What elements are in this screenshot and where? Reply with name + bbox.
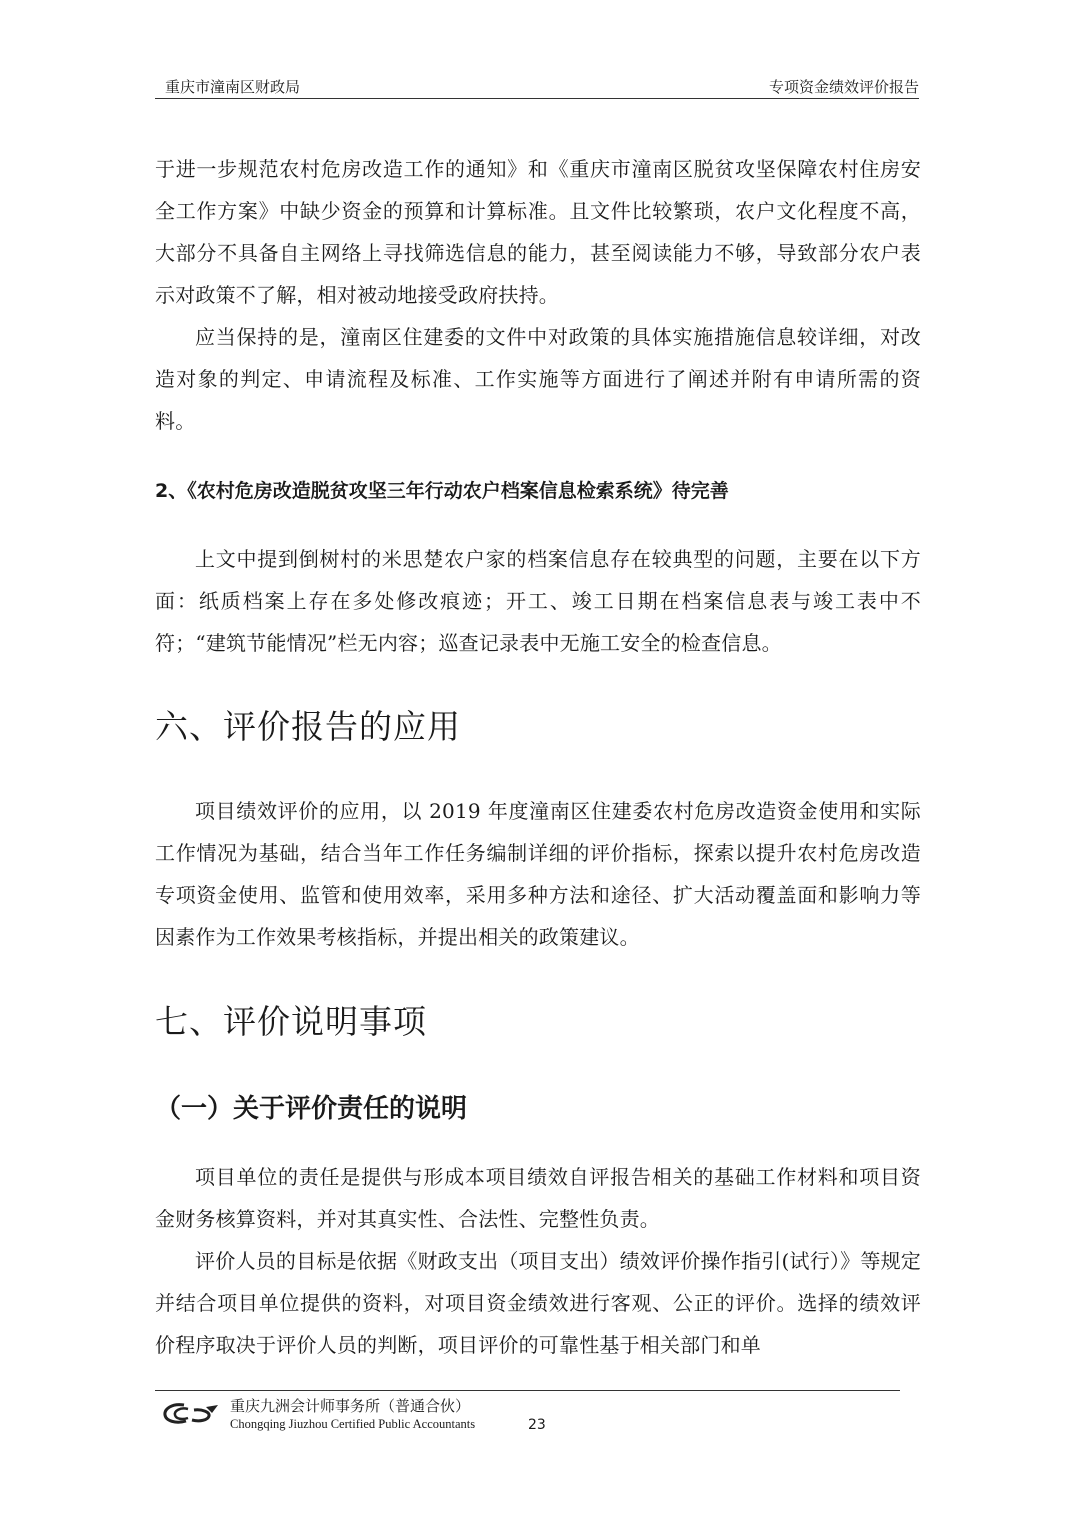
heading-report-application: 六、评价报告的应用 bbox=[155, 707, 461, 746]
paragraph-evaluator-goal: 评价人员的目标是依据《财政支出（项目支出）绩效评价操作指引(试行）》等规定并结合项目单位提供的资料，对项目资金绩效进行客观、公正的评价。选择的绩效评价程序取决于评价人员的判断，项目评价的可靠性基于相关部门和单 bbox=[155, 1249, 921, 1357]
subheading-archive-system: 2、《农村危房改造脱贫攻坚三年行动农户档案信息检索系统》待完善 bbox=[155, 480, 729, 502]
heading-evaluation-responsibility: （一）关于评价责任的说明 bbox=[155, 1094, 468, 1124]
paragraph-unit-responsibility: 项目单位的责任是提供与形成本项目绩效自评报告相关的基础工作材料和项目资金财务核算资料，并对其真实性、合法性、完整性负责。 bbox=[155, 1165, 921, 1231]
firm-logo-icon bbox=[162, 1401, 222, 1431]
page-header bbox=[155, 74, 919, 99]
firm-name-cn: 重庆九洲会计师事务所（普通合伙） bbox=[230, 1397, 471, 1415]
paragraph-archive-issues: 上文中提到倒树村的米思楚农户家的档案信息存在较典型的问题，主要在以下方面：纸质档案上存在多处修改痕迹；开工、竣工日期在档案信息表与竣工表中不符；“建筑节能情况”栏无内容；巡查记录表中无施工安全的检查信息。 bbox=[155, 547, 921, 655]
paragraph-maintain: 应当保持的是，潼南区住建委的文件中对政策的具体实施措施信息较详细，对改造对象的判定、申请流程及标准、工作实施等方面进行了阐述并附有申请所需的资料。 bbox=[155, 325, 921, 433]
firm-name-en: Chongqing Jiuzhou Certified Public Accountants bbox=[230, 1417, 476, 1431]
page-footer bbox=[160, 1393, 580, 1443]
header-right-title: 专项资金绩效评价报告 bbox=[768, 78, 919, 96]
paragraph-application: 项目绩效评价的应用，以 2019 年度潼南区住建委农村危房改造资金使用和实际工作情况为基础，结合当年工作任务编制详细的评价指标，探索以提升农村危房改造专项资金使用、监管和使用效率，采用多种方法和途径、扩大活动覆盖面和影响力等因素作为工作效果考核指标，并提出相关的政策建议。 bbox=[155, 799, 921, 949]
heading-evaluation-notes: 七、评价说明事项 bbox=[155, 1002, 427, 1041]
header-left-title: 重庆市潼南区财政局 bbox=[165, 78, 301, 96]
paragraph-policy-issues: 于进一步规范农村危房改造工作的通知》和《重庆市潼南区脱贫攻坚保障农村住房安全工作方案》中缺少资金的预算和计算标准。且文件比较繁琐，农户文化程度不高，大部分不具备自主网络上寻找筛选信息的能力，甚至阅读能力不够，导致部分农户表示对政策不了解，相对被动地接受政府扶持。 bbox=[155, 157, 921, 307]
footer-divider bbox=[155, 1390, 900, 1391]
page-number: 23 bbox=[528, 1417, 546, 1433]
